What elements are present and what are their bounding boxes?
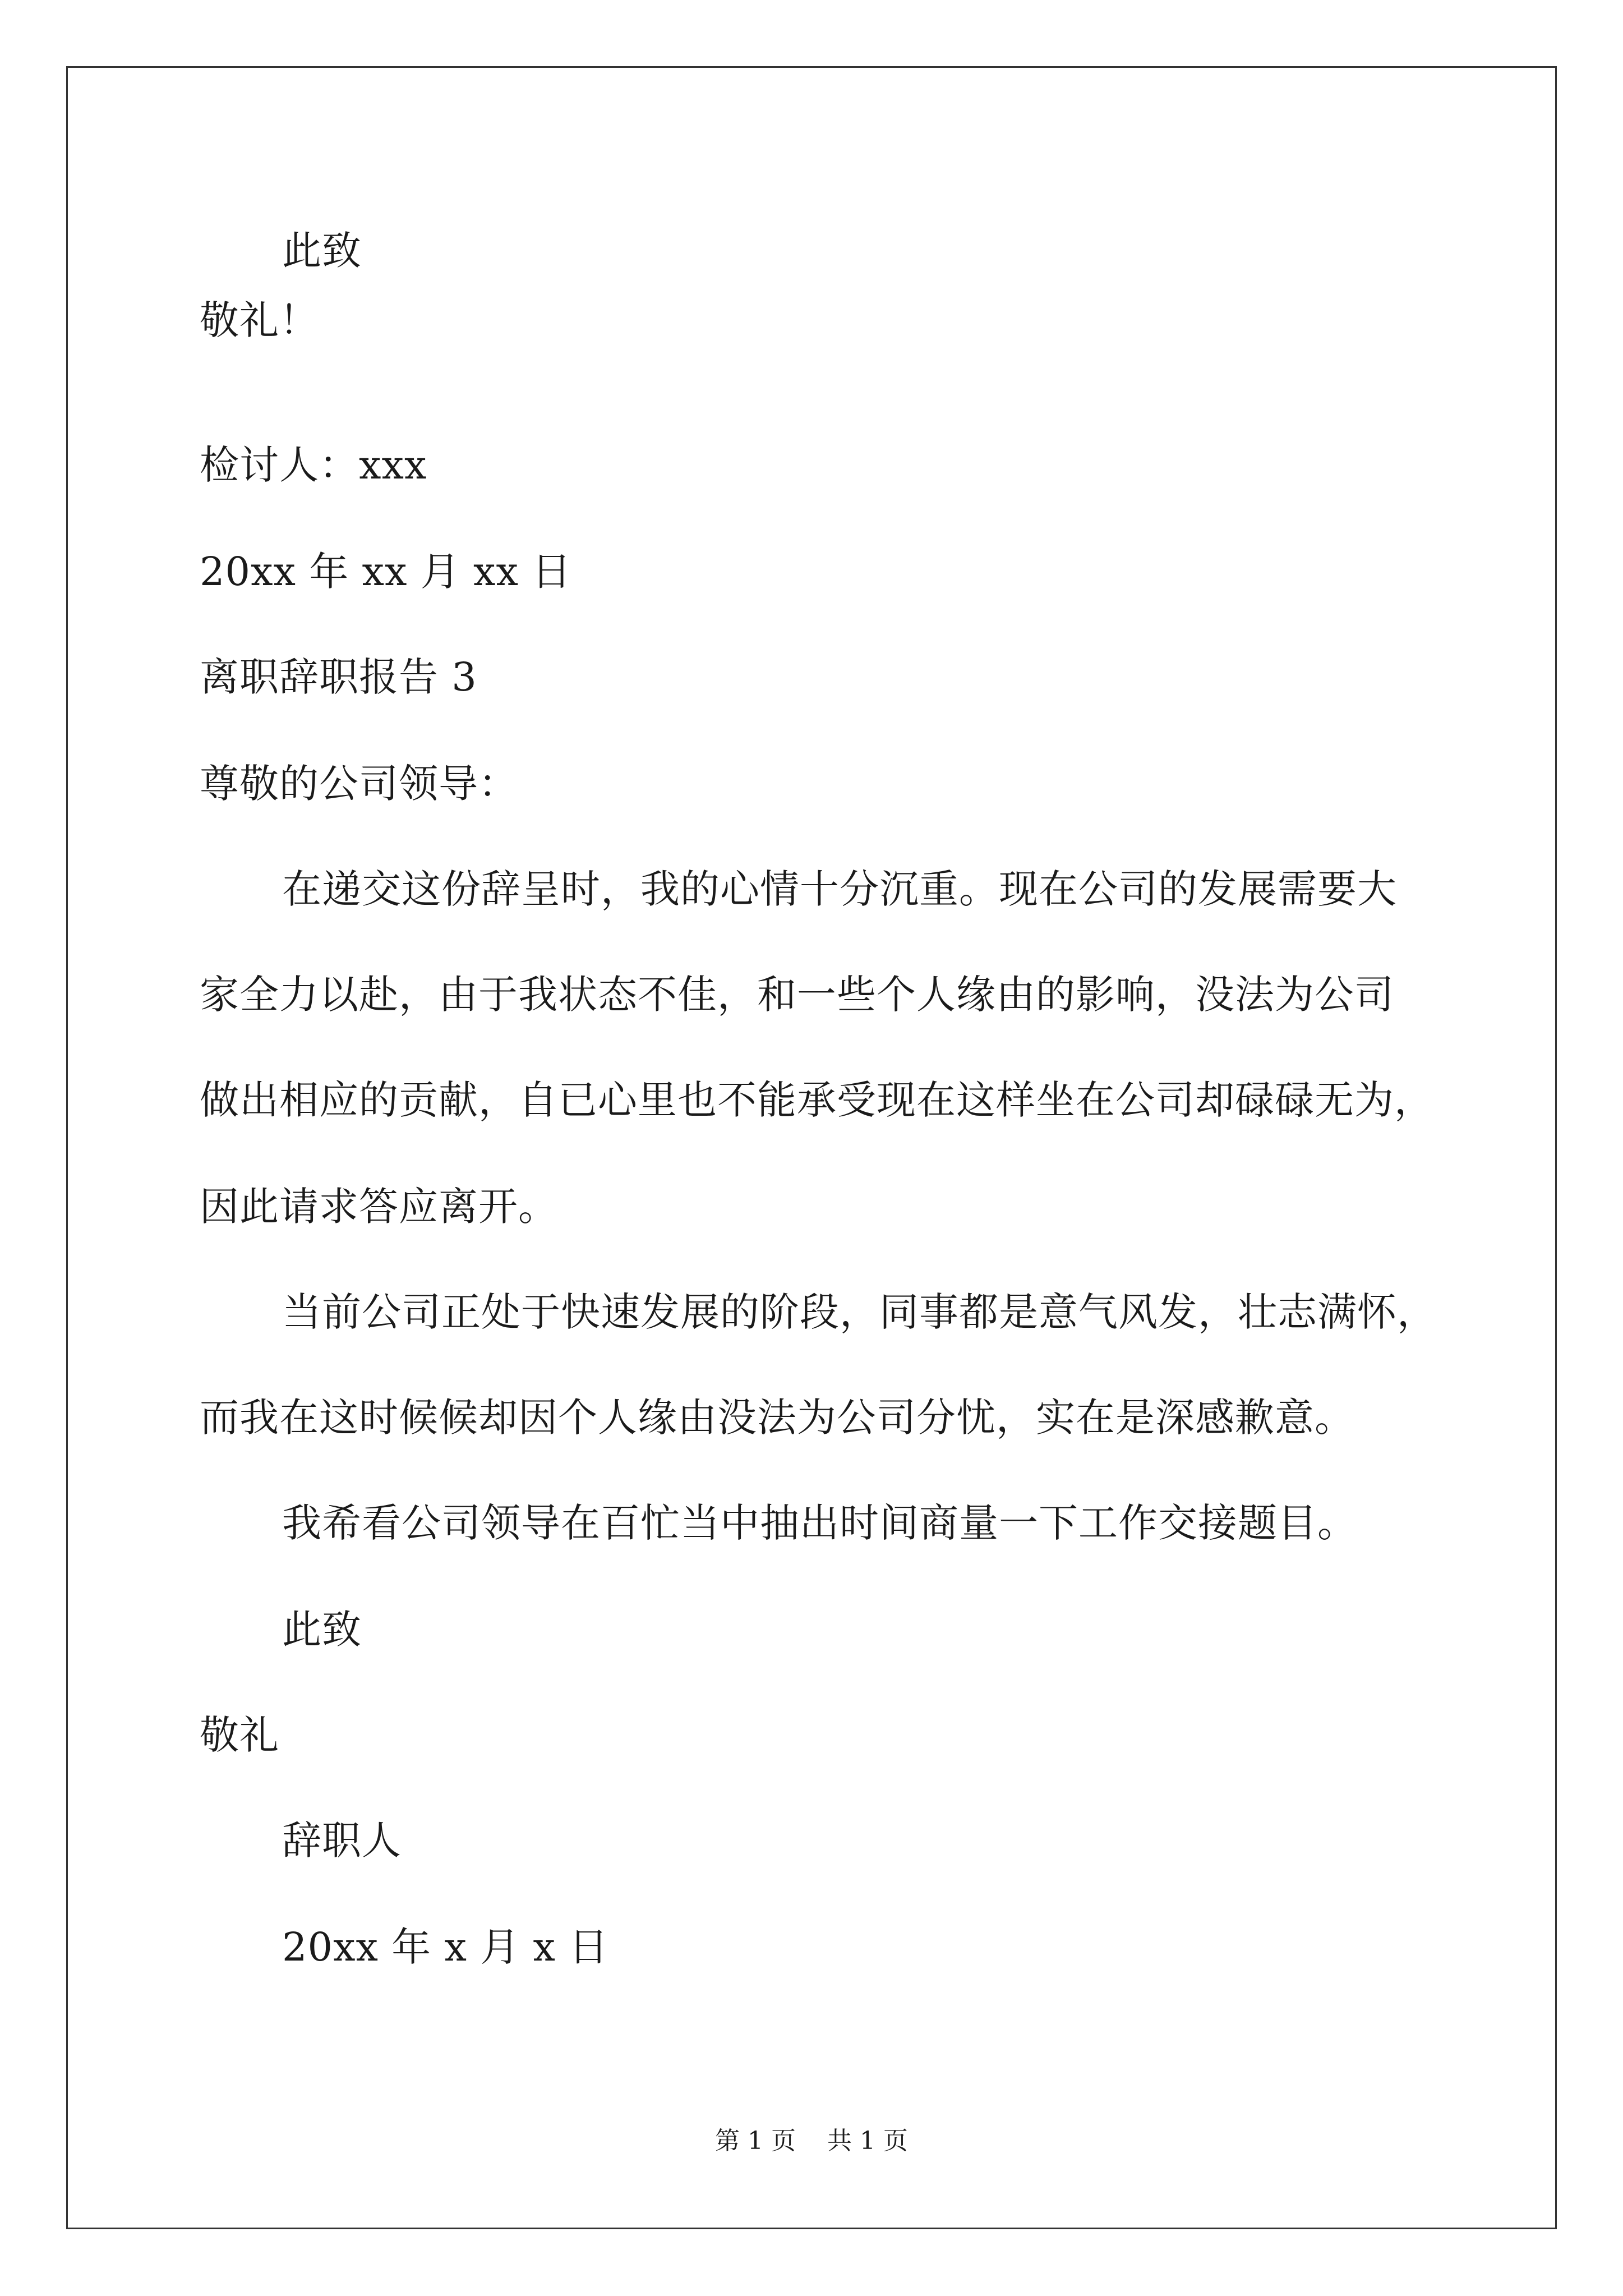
closing-salutation: 此致	[282, 228, 362, 274]
signer-line: 辞职人	[282, 1818, 402, 1864]
paragraph-line: 在递交这份辞呈时，我的心情十分沉重。现在公司的发展需要大	[282, 866, 1397, 912]
closing-salutation: 此致	[282, 1607, 362, 1653]
date-line: 20xx 年 x 月 x 日	[282, 1924, 609, 1970]
closing-regards: 敬礼！	[200, 297, 319, 343]
signer-line: 检讨人：xxx	[200, 442, 427, 488]
paragraph-line: 因此请求答应离开。	[200, 1184, 558, 1230]
greeting: 尊敬的公司领导：	[200, 761, 518, 807]
paragraph-line: 而我在这时候候却因个人缘由没法为公司分忧，实在是深感歉意。	[200, 1395, 1354, 1441]
closing-regards: 敬礼	[200, 1712, 279, 1758]
paragraph-line: 家全力以赴，由于我状态不佳，和一些个人缘由的影响，没法为公司	[200, 972, 1394, 1018]
paragraph-line: 当前公司正处于快速发展的阶段，同事都是意气风发，壮志满怀，	[282, 1289, 1437, 1335]
paragraph-line: 做出相应的贡献，自已心里也不能承受现在这样坐在公司却碌碌无为，	[200, 1077, 1434, 1123]
section-title: 离职辞职报告 3	[200, 654, 477, 700]
paragraph-line: 我希看公司领导在百忙当中抽出时间商量一下工作交接题目。	[282, 1500, 1357, 1546]
page-border	[66, 66, 1557, 2229]
date-line: 20xx 年 xx 月 xx 日	[200, 549, 572, 595]
page-number-footer: 第 1 页 共 1 页	[715, 2127, 908, 2155]
